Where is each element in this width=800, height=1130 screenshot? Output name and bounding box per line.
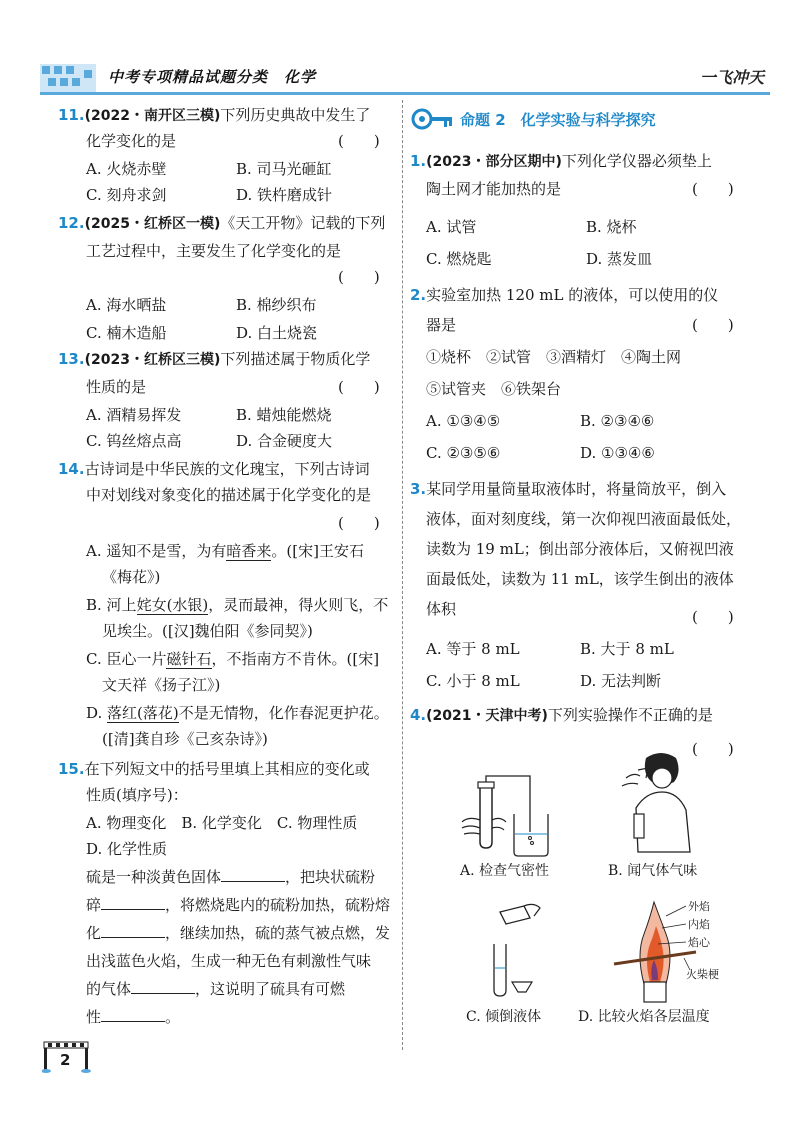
caption-b: B. 闻气体气味 <box>608 863 698 879</box>
q15-p2b: ，将燃烧匙内的硫粉加热，硫粉熔 <box>165 896 391 914</box>
q15-stem2: 性质(填序号)： <box>86 786 188 804</box>
r-q1-option-a[interactable]: A. 试管 <box>426 218 477 236</box>
q13-option-c[interactable]: C. 钨丝熔点高 <box>86 432 182 450</box>
q15-blank-2[interactable] <box>101 894 165 910</box>
r-q3-answer-paren[interactable]: ( ) <box>692 608 734 626</box>
q14-a-underlined: 暗香来 <box>226 542 272 560</box>
r-q3-stem3: 读数为 19 mL；倒出部分液体后，又俯视凹液 <box>426 540 734 558</box>
q12-option-b[interactable]: B. 棉纱织布 <box>236 296 317 314</box>
q14-option-c-line2: 文天祥《扬子江》) <box>102 676 221 694</box>
q15-options: A. 物理变化 B. 化学变化 C. 物理性质 <box>86 814 358 832</box>
page-number-badge <box>42 1040 92 1074</box>
q15-option-d: D. 化学性质 <box>86 840 168 858</box>
column-divider <box>402 100 403 1050</box>
q11-stem-line1 <box>58 104 370 127</box>
q15-stem1: 在下列短文中的括号里填上其相应的变化或 <box>84 760 370 778</box>
q15-p1a: 硫是一种淡黄色固体 <box>86 868 222 886</box>
label-flame-core: 焰心 <box>688 936 710 949</box>
q15-blank-3[interactable] <box>101 922 165 938</box>
q14-option-a-line2: 《梅花》) <box>102 568 161 586</box>
illustration-airtightness[interactable] <box>452 772 572 862</box>
q12-option-a[interactable]: A. 海水晒盐 <box>86 296 167 314</box>
q13-option-b[interactable]: B. 蜡烛能燃烧 <box>236 406 332 424</box>
q15-blank-1[interactable] <box>221 866 285 882</box>
q14-c-text2: ，不指南方不肯休。([宋] <box>211 650 380 668</box>
q12-option-c[interactable]: C. 楠木造船 <box>86 324 167 342</box>
r-q1-stem-line1 <box>410 150 712 173</box>
label-matchstick: 火柴梗 <box>686 968 719 981</box>
r-q3-stem5: 体积 <box>426 600 457 618</box>
q14-stem1: 古诗词是中华民族的文化瑰宝，下列古诗词 <box>84 460 370 478</box>
r-q3-stem1: 某同学用量筒量取液体时，将量筒放平，倒入 <box>426 480 727 498</box>
q14-option-c-line1[interactable] <box>86 648 379 670</box>
q15-number: 15. <box>58 760 85 778</box>
label-outer-flame: 外焰 <box>688 900 710 913</box>
r-q2-answer-paren[interactable]: ( ) <box>692 316 734 334</box>
q11-option-d[interactable]: D. 铁杵磨成针 <box>236 186 333 204</box>
r-q4-stem-line1 <box>410 704 713 727</box>
r-q3-option-b[interactable]: B. 大于 8 mL <box>580 640 674 658</box>
q15-passage-line4: 出浅蓝色火焰，生成一种无色有刺激性气味 <box>86 952 372 970</box>
q15-passage-line5 <box>86 978 345 1000</box>
r-q4-stem1: 下列实验操作不正确的是 <box>547 706 713 724</box>
q13-stem-line1 <box>58 348 370 371</box>
q11-option-a[interactable]: A. 火烧赤壁 <box>86 160 167 178</box>
q15-blank-4[interactable] <box>131 978 195 994</box>
q12-stem1: 《天工开物》记载的下列 <box>220 214 386 232</box>
q11-answer-paren[interactable]: ( ) <box>338 132 380 150</box>
caption-c: C. 倾倒液体 <box>466 1009 542 1025</box>
r-q3-number: 3. <box>410 480 427 498</box>
r-q1-source: (2023・部分区期中) <box>426 154 562 170</box>
r-q1-answer-paren[interactable]: ( ) <box>692 180 734 198</box>
r-q1-option-d[interactable]: D. 蒸发皿 <box>586 250 653 268</box>
q15-passage-line2 <box>86 894 390 916</box>
header-grid-decoration <box>40 60 100 94</box>
q11-option-b[interactable]: B. 司马光砸缸 <box>236 160 332 178</box>
q14-c-text1: C. 臣心一片 <box>86 650 167 668</box>
r-q2-items2: ⑤试管夹 ⑥铁架台 <box>426 380 562 398</box>
q14-d-text2: 不是无情物，化作春泥更护花。 <box>178 704 389 722</box>
q14-stem2: 中对划线对象变化的描述属于化学变化的是 <box>86 486 372 504</box>
r-q2-number: 2. <box>410 286 427 304</box>
q14-option-d-line1[interactable] <box>86 702 389 724</box>
illustration-candle-flame[interactable] <box>610 894 730 1004</box>
q13-answer-paren[interactable]: ( ) <box>338 378 380 396</box>
topic-label: 命题 2 化学实验与科学探究 <box>460 111 656 129</box>
q13-option-a[interactable]: A. 酒精易挥发 <box>86 406 182 424</box>
r-q3-stem-line1 <box>410 478 726 500</box>
q14-a-text2: 。([宋]王安石 <box>271 542 364 560</box>
q14-b-text1: B. 河上 <box>86 596 137 614</box>
r-q1-stem1: 下列化学仪器必须垫上 <box>561 152 712 170</box>
q11-stem2: 化学变化的是 <box>86 132 177 150</box>
q11-stem1: 下列历史典故中发生了 <box>220 106 371 124</box>
r-q2-stem-line1 <box>410 284 718 306</box>
r-q1-option-c[interactable]: C. 燃烧匙 <box>426 250 492 268</box>
brand-logo: 一飞冲天 <box>700 68 765 87</box>
key-icon <box>410 104 454 134</box>
q15-passage-line6 <box>86 1006 180 1028</box>
r-q2-option-a[interactable]: A. ①③④⑤ <box>426 412 501 430</box>
q11-option-c[interactable]: C. 刻舟求剑 <box>86 186 167 204</box>
r-q2-stem2: 器是 <box>426 316 457 334</box>
q14-d-underlined: 落红(落花) <box>107 704 179 722</box>
page-number: 2 <box>60 1051 71 1069</box>
q15-blank-5[interactable] <box>101 1006 165 1022</box>
caption-a: A. 检查气密性 <box>460 863 550 879</box>
q12-number: 12. <box>58 214 85 232</box>
q13-stem2: 性质的是 <box>86 378 147 396</box>
q12-source: (2025・红桥区一模) <box>84 216 221 232</box>
q14-number: 14. <box>58 460 85 478</box>
q15-p2a: 碎 <box>86 896 102 914</box>
q15-p6b: 。 <box>165 1008 181 1026</box>
r-q3-option-c[interactable]: C. 小于 8 mL <box>426 672 520 690</box>
r-q2-option-b[interactable]: B. ②③④⑥ <box>580 412 655 430</box>
q13-number: 13. <box>58 350 85 368</box>
illustration-smell-gas[interactable] <box>616 748 706 858</box>
q15-passage-line3 <box>86 922 390 944</box>
header-bar <box>40 60 770 96</box>
q14-b-underlined: 姹女(水银) <box>136 596 209 614</box>
q14-option-d-line2: ([清]龚自珍《己亥杂诗》) <box>102 730 268 748</box>
illustration-pour-liquid[interactable] <box>460 898 570 998</box>
q15-p3b: ，继续加热，硫的蒸气被点燃，发 <box>165 924 391 942</box>
r-q3-option-d[interactable]: D. 无法判断 <box>580 672 662 690</box>
q14-option-b-line2: 见埃尘。([汉]魏伯阳《参同契》) <box>102 622 313 640</box>
r-q3-option-a[interactable]: A. 等于 8 mL <box>426 640 520 658</box>
q15-passage-line1 <box>86 866 375 888</box>
r-q2-option-c[interactable]: C. ②③⑤⑥ <box>426 444 501 462</box>
q15-p1b: ，把块状硫粉 <box>285 868 376 886</box>
r-q4-number: 4. <box>410 706 427 724</box>
r-q4-source: (2021・天津中考) <box>426 708 548 724</box>
header-rule <box>40 92 770 95</box>
header-title: 中考专项精品试题分类 化学 <box>108 68 317 86</box>
r-q2-stem1: 实验室加热 120 mL 的液体，可以使用的仪 <box>426 286 719 304</box>
q15-p6a: 性 <box>86 1008 102 1026</box>
q12-stem2: 工艺过程中，主要发生了化学变化的是 <box>86 242 342 260</box>
q15-p5b: ，这说明了硫具有可燃 <box>195 980 346 998</box>
q15-p3a: 化 <box>86 924 102 942</box>
q14-option-b-line1[interactable] <box>86 594 388 616</box>
r-q3-stem2: 液体，面对刻度线，第一次仰视凹液面最低处， <box>426 510 742 528</box>
q11-number: 11. <box>58 106 85 124</box>
q12-option-d[interactable]: D. 白土烧瓷 <box>236 324 318 342</box>
q14-d-text1: D. <box>86 704 108 722</box>
q12-stem-line1 <box>58 212 385 235</box>
r-q1-stem2: 陶土网才能加热的是 <box>426 180 562 198</box>
q14-stem-line1 <box>58 458 370 480</box>
r-q1-number: 1. <box>410 152 427 170</box>
q15-p5a: 的气体 <box>86 980 132 998</box>
r-q1-option-b[interactable]: B. 烧杯 <box>586 218 637 236</box>
r-q2-items1: ①烧杯 ②试管 ③酒精灯 ④陶土网 <box>426 348 682 366</box>
q14-option-a-line1[interactable] <box>86 540 364 562</box>
q14-answer-paren[interactable]: ( ) <box>338 514 380 532</box>
q13-option-d[interactable]: D. 合金硬度大 <box>236 432 333 450</box>
r-q3-stem4: 面最低处，读数为 11 mL，该学生倒出的液体 <box>426 570 734 588</box>
q12-answer-paren[interactable]: ( ) <box>338 268 380 286</box>
label-inner-flame: 内焰 <box>688 918 710 931</box>
r-q2-option-d[interactable]: D. ①③④⑥ <box>580 444 655 462</box>
caption-d: D. 比较火焰各层温度 <box>578 1009 710 1025</box>
q13-stem1: 下列描述属于物质化学 <box>220 350 371 368</box>
q14-a-text1: A. 遥知不是雪，为有 <box>86 542 227 560</box>
r-q4-answer-paren[interactable]: ( ) <box>692 740 734 758</box>
q11-source: (2022・南开区三模) <box>84 108 221 124</box>
q14-c-underlined: 磁针石 <box>166 650 212 668</box>
q14-b-text2: ，灵而最神，得火则飞，不 <box>208 596 389 614</box>
q13-source: (2023・红桥区三模) <box>84 352 221 368</box>
q15-stem-line1 <box>58 758 370 780</box>
